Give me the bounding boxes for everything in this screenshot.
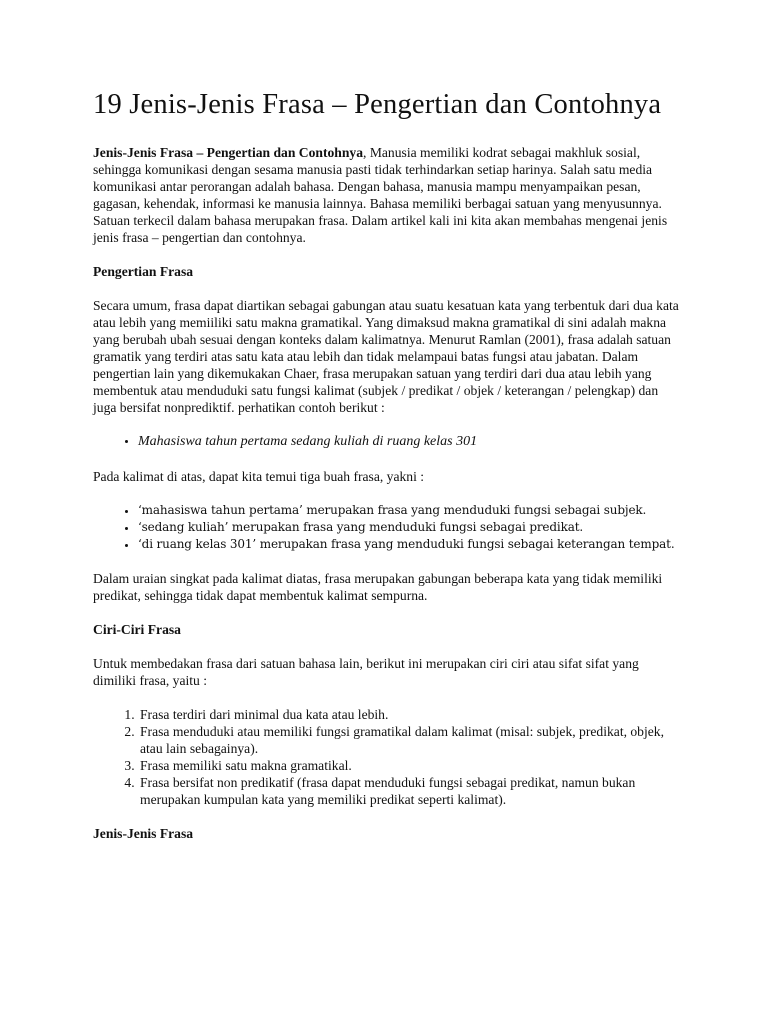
frasa-list — [93, 502, 683, 553]
intro-text: , Manusia memiliki kodrat sebagai makhluk sosial, sehingga komunikasi dengan sesama manusia pasti tidak terhindarkan setiap harinya. Salah satu media komunikasi antar perorangan adalah bahasa. Dengan bahasa, manusia mampu menyampaikan pesan, gagasan, kehendak, informasi ke manusia lainnya. Bahasa memiliki berbagai satuan yang menyusunnya. Satuan terkecil dalam bahasa merupakan frasa. Dalam artikel kali ini kita akan membahas mengenai jenis jenis frasa – pengertian dan contohnya. — [93, 145, 668, 245]
after-example-paragraph: Pada kalimat di atas, dapat kita temui tiga buah frasa, yakni : — [93, 469, 425, 484]
example-list — [93, 433, 683, 451]
section-heading-jenis: Jenis-Jenis Frasa — [93, 826, 194, 841]
ciri-paragraph: Untuk membedakan frasa dari satuan bahasa lain, berikut ini merupakan ciri ciri atau sifat sifat yang dimiliki frasa, yaitu : — [93, 656, 639, 688]
intro-paragraph — [93, 144, 683, 246]
list-item: • ‘sedang kuliah’ merupakan frasa yang menduduki fungsi sebagai predikat. — [138, 519, 683, 536]
list-item: • ‘di ruang kelas 301’ merupakan frasa yang menduduki fungsi sebagai keterangan tempat. — [138, 536, 683, 553]
list-item: 2. Frasa menduduki atau memiliki fungsi gramatikal dalam kalimat (misal: subjek, predikat, objek, atau lain sebagainya). — [138, 723, 683, 757]
pengertian-paragraph: Secara umum, frasa dapat diartikan sebagai gabungan atau suatu kesatuan kata yang terbentuk dari dua kata atau lebih yang memiiliki satu makna gramatikal. Yang dimaksud makna gramatikal di sini adalah makna yang berubah ubah sesuai dengan konteks dalam kalimatnya. Menurut Ramlan (2001), frasa adalah satuan gramatik yang terdiri atas satu kata atau lebih dan tidak melampaui batas fungsi atau jabatan. Dalam pengertian lain yang dikemukakan Chaer, frasa merupakan satuan yang terdiri dari dua atau lebih yang membentuk atau menduduki satu fungsi kalimat (subjek / predikat / objek / keterangan / pelengkap) dan juga bersifat nonprediktif. perhatikan contoh berikut : — [93, 298, 679, 415]
list-item: 1. Frasa terdiri dari minimal dua kata atau lebih. — [138, 706, 683, 723]
section-heading-pengertian: Pengertian Frasa — [93, 264, 194, 279]
example-sentence: • Mahasiswa tahun pertama sedang kuliah di ruang kelas 301 — [138, 433, 683, 451]
intro-lead: Jenis-Jenis Frasa – Pengertian dan Contohnya — [93, 145, 364, 160]
page-title: 19 Jenis-Jenis Frasa – Pengertian dan Contohnya — [93, 89, 662, 120]
list-item: 3. Frasa memiliki satu makna gramatikal. — [138, 757, 683, 774]
list-item: 4. Frasa bersifat non predikatif (frasa dapat menduduki fungsi sebagai predikat, namun bukan merupakan kumpulan kata yang memiliki predikat seperti kalimat). — [138, 774, 683, 808]
document-page — [93, 88, 683, 859]
section-heading-ciri: Ciri-Ciri Frasa — [93, 622, 181, 637]
list-item: • ‘mahasiswa tahun pertama’ merupakan frasa yang menduduki fungsi sebagai subjek. — [138, 502, 683, 519]
conclusion-paragraph: Dalam uraian singkat pada kalimat diatas, frasa merupakan gabungan beberapa kata yang tidak memiliki predikat, sehingga tidak dapat membentuk kalimat sempurna. — [93, 571, 663, 603]
ciri-list — [93, 706, 683, 808]
